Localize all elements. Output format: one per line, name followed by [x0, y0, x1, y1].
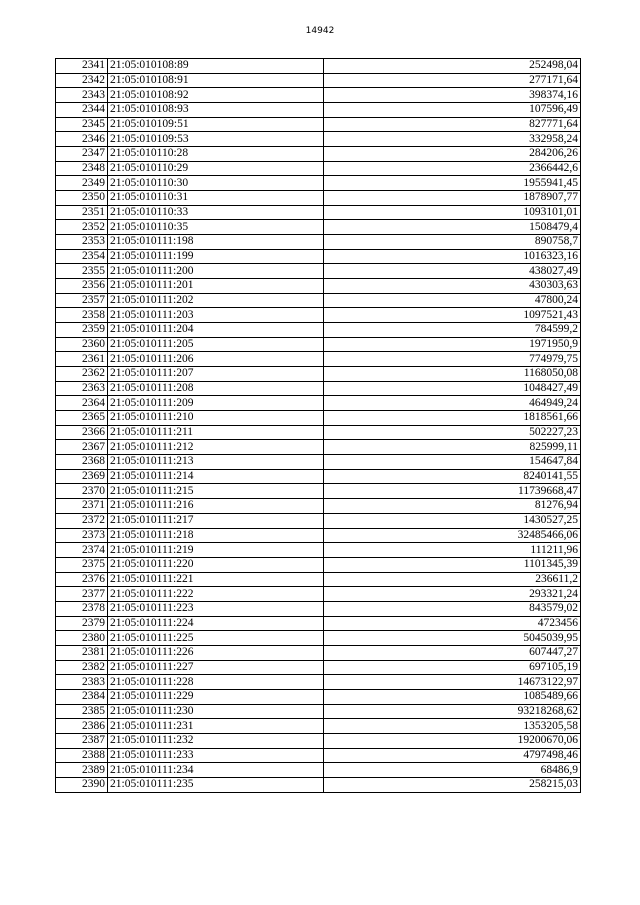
table-row	[56, 631, 581, 646]
cadastral-value-cell: 236611,2	[324, 572, 581, 587]
cadastral-value-cell: 11739668,47	[324, 484, 581, 499]
row-number-cell: 2376	[56, 572, 108, 587]
table-row	[56, 528, 581, 543]
cadastral-number-cell: 21:05:010109:53	[108, 132, 324, 147]
table-row	[56, 323, 581, 338]
cadastral-value-cell: 284206,26	[324, 147, 581, 162]
table-row	[56, 455, 581, 470]
row-number-cell: 2383	[56, 675, 108, 690]
cadastral-value-cell: 438027,49	[324, 264, 581, 279]
table-row	[56, 411, 581, 426]
row-number-cell: 2347	[56, 147, 108, 162]
cadastral-value-cell: 32485466,06	[324, 528, 581, 543]
table-row	[56, 499, 581, 514]
cadastral-number-cell: 21:05:010111:204	[108, 323, 324, 338]
cadastral-number-cell: 21:05:010108:93	[108, 103, 324, 118]
row-number-cell: 2373	[56, 528, 108, 543]
row-number-cell: 2364	[56, 396, 108, 411]
cadastral-number-cell: 21:05:010111:232	[108, 733, 324, 748]
cadastral-number-cell: 21:05:010111:207	[108, 367, 324, 382]
row-number-cell: 2353	[56, 235, 108, 250]
table-row	[56, 396, 581, 411]
row-number-cell: 2363	[56, 381, 108, 396]
row-number-cell: 2390	[56, 777, 108, 792]
row-number-cell: 2356	[56, 279, 108, 294]
cadastral-number-cell: 21:05:010110:28	[108, 147, 324, 162]
row-number-cell: 2370	[56, 484, 108, 499]
table-row	[56, 572, 581, 587]
table-row	[56, 161, 581, 176]
row-number-cell: 2378	[56, 601, 108, 616]
cadastral-number-cell: 21:05:010111:234	[108, 763, 324, 778]
table-row	[56, 117, 581, 132]
table-row	[56, 719, 581, 734]
cadastral-value-cell: 4797498,46	[324, 748, 581, 763]
table-row	[56, 337, 581, 352]
cadastral-value-cell: 1085489,66	[324, 689, 581, 704]
table-row	[56, 103, 581, 118]
cadastral-value-cell: 1048427,49	[324, 381, 581, 396]
cadastral-value-cell: 107596,49	[324, 103, 581, 118]
cadastral-number-cell: 21:05:010108:89	[108, 59, 324, 74]
row-number-cell: 2366	[56, 425, 108, 440]
page-number: 14942	[305, 26, 335, 36]
cadastral-value-cell: 1955941,45	[324, 176, 581, 191]
table-row	[56, 293, 581, 308]
cadastral-value-cell: 4723456	[324, 616, 581, 631]
table-row	[56, 264, 581, 279]
cadastral-number-cell: 21:05:010111:233	[108, 748, 324, 763]
cadastral-number-cell: 21:05:010111:217	[108, 513, 324, 528]
cadastral-number-cell: 21:05:010111:198	[108, 235, 324, 250]
row-number-cell: 2382	[56, 660, 108, 675]
cadastral-number-cell: 21:05:010110:31	[108, 191, 324, 206]
cadastral-value-cell: 1971950,9	[324, 337, 581, 352]
table-row	[56, 557, 581, 572]
row-number-cell: 2379	[56, 616, 108, 631]
row-number-cell: 2371	[56, 499, 108, 514]
table-row	[56, 88, 581, 103]
row-number-cell: 2374	[56, 543, 108, 558]
cadastral-value-cell: 1093101,01	[324, 205, 581, 220]
cadastral-number-cell: 21:05:010110:35	[108, 220, 324, 235]
cadastral-number-cell: 21:05:010111:213	[108, 455, 324, 470]
table-row	[56, 513, 581, 528]
row-number-cell: 2349	[56, 176, 108, 191]
table-row	[56, 191, 581, 206]
table-row	[56, 440, 581, 455]
cadastral-value-cell: 1168050,08	[324, 367, 581, 382]
cadastral-value-cell: 293321,24	[324, 587, 581, 602]
cadastral-value-cell: 502227,23	[324, 425, 581, 440]
cadastral-value-cell: 154647,84	[324, 455, 581, 470]
table-row	[56, 220, 581, 235]
cadastral-number-cell: 21:05:010108:92	[108, 88, 324, 103]
cadastral-value-cell: 1097521,43	[324, 308, 581, 323]
cadastral-value-cell: 14673122,97	[324, 675, 581, 690]
cadastral-value-cell: 784599,2	[324, 323, 581, 338]
cadastral-value-cell: 1430527,25	[324, 513, 581, 528]
cadastral-number-cell: 21:05:010111:215	[108, 484, 324, 499]
cadastral-value-cell: 277171,64	[324, 73, 581, 88]
row-number-cell: 2343	[56, 88, 108, 103]
cadastral-number-cell: 21:05:010111:223	[108, 601, 324, 616]
table-row	[56, 205, 581, 220]
cadastral-value-cell: 774979,75	[324, 352, 581, 367]
cadastral-number-cell: 21:05:010111:211	[108, 425, 324, 440]
table-row	[56, 543, 581, 558]
cadastral-number-cell: 21:05:010111:199	[108, 249, 324, 264]
cadastral-value-cell: 1508479,4	[324, 220, 581, 235]
cadastral-number-cell: 21:05:010111:219	[108, 543, 324, 558]
cadastral-number-cell: 21:05:010111:208	[108, 381, 324, 396]
row-number-cell: 2388	[56, 748, 108, 763]
cadastral-number-cell: 21:05:010111:214	[108, 469, 324, 484]
table-row	[56, 367, 581, 382]
cadastral-number-cell: 21:05:010109:51	[108, 117, 324, 132]
cadastral-number-cell: 21:05:010111:205	[108, 337, 324, 352]
table-row	[56, 308, 581, 323]
cadastral-number-cell: 21:05:010111:235	[108, 777, 324, 792]
cadastral-value-cell: 1878907,77	[324, 191, 581, 206]
cadastral-value-table	[55, 58, 581, 793]
table-row	[56, 601, 581, 616]
table-row	[56, 645, 581, 660]
table-row	[56, 733, 581, 748]
cadastral-number-cell: 21:05:010111:231	[108, 719, 324, 734]
cadastral-value-cell: 252498,04	[324, 59, 581, 74]
cadastral-number-cell: 21:05:010111:230	[108, 704, 324, 719]
row-number-cell: 2359	[56, 323, 108, 338]
row-number-cell: 2386	[56, 719, 108, 734]
row-number-cell: 2377	[56, 587, 108, 602]
cadastral-value-cell: 258215,03	[324, 777, 581, 792]
row-number-cell: 2387	[56, 733, 108, 748]
cadastral-number-cell: 21:05:010111:218	[108, 528, 324, 543]
cadastral-number-cell: 21:05:010110:30	[108, 176, 324, 191]
cadastral-number-cell: 21:05:010111:203	[108, 308, 324, 323]
cadastral-value-cell: 81276,94	[324, 499, 581, 514]
row-number-cell: 2368	[56, 455, 108, 470]
cadastral-number-cell: 21:05:010111:209	[108, 396, 324, 411]
row-number-cell: 2384	[56, 689, 108, 704]
row-number-cell: 2375	[56, 557, 108, 572]
row-number-cell: 2346	[56, 132, 108, 147]
table-row	[56, 132, 581, 147]
table-row	[56, 748, 581, 763]
cadastral-number-cell: 21:05:010111:206	[108, 352, 324, 367]
cadastral-number-cell: 21:05:010111:222	[108, 587, 324, 602]
row-number-cell: 2342	[56, 73, 108, 88]
table-row	[56, 763, 581, 778]
row-number-cell: 2341	[56, 59, 108, 74]
cadastral-number-cell: 21:05:010111:200	[108, 264, 324, 279]
row-number-cell: 2367	[56, 440, 108, 455]
cadastral-value-cell: 2366442,6	[324, 161, 581, 176]
row-number-cell: 2350	[56, 191, 108, 206]
cadastral-number-cell: 21:05:010111:221	[108, 572, 324, 587]
cadastral-value-cell: 1818561,66	[324, 411, 581, 426]
cadastral-number-cell: 21:05:010111:220	[108, 557, 324, 572]
table-row	[56, 469, 581, 484]
table-row	[56, 279, 581, 294]
row-number-cell: 2372	[56, 513, 108, 528]
row-number-cell: 2348	[56, 161, 108, 176]
row-number-cell: 2362	[56, 367, 108, 382]
cadastral-value-cell: 890758,7	[324, 235, 581, 250]
cadastral-number-cell: 21:05:010111:216	[108, 499, 324, 514]
table-row	[56, 235, 581, 250]
cadastral-number-cell: 21:05:010111:228	[108, 675, 324, 690]
row-number-cell: 2355	[56, 264, 108, 279]
cadastral-number-cell: 21:05:010110:29	[108, 161, 324, 176]
cadastral-number-cell: 21:05:010108:91	[108, 73, 324, 88]
cadastral-value-cell: 430303,63	[324, 279, 581, 294]
cadastral-value-cell: 5045039,95	[324, 631, 581, 646]
table-row	[56, 147, 581, 162]
row-number-cell: 2361	[56, 352, 108, 367]
cadastral-value-cell: 47800,24	[324, 293, 581, 308]
row-number-cell: 2351	[56, 205, 108, 220]
table-row	[56, 484, 581, 499]
cadastral-value-cell: 464949,24	[324, 396, 581, 411]
row-number-cell: 2354	[56, 249, 108, 264]
table-row	[56, 73, 581, 88]
cadastral-number-cell: 21:05:010111:202	[108, 293, 324, 308]
row-number-cell: 2358	[56, 308, 108, 323]
table-row	[56, 660, 581, 675]
row-number-cell: 2345	[56, 117, 108, 132]
table-row	[56, 59, 581, 74]
cadastral-value-cell: 398374,16	[324, 88, 581, 103]
row-number-cell: 2380	[56, 631, 108, 646]
table-row	[56, 616, 581, 631]
row-number-cell: 2381	[56, 645, 108, 660]
table-row	[56, 675, 581, 690]
table-row	[56, 249, 581, 264]
table-row	[56, 381, 581, 396]
cadastral-number-cell: 21:05:010111:212	[108, 440, 324, 455]
cadastral-number-cell: 21:05:010111:227	[108, 660, 324, 675]
row-number-cell: 2389	[56, 763, 108, 778]
cadastral-number-cell: 21:05:010111:224	[108, 616, 324, 631]
cadastral-number-cell: 21:05:010111:229	[108, 689, 324, 704]
cadastral-value-cell: 93218268,62	[324, 704, 581, 719]
table-row	[56, 352, 581, 367]
cadastral-number-cell: 21:05:010111:210	[108, 411, 324, 426]
cadastral-value-cell: 843579,02	[324, 601, 581, 616]
cadastral-number-cell: 21:05:010111:225	[108, 631, 324, 646]
table-row	[56, 176, 581, 191]
cadastral-value-cell: 8240141,55	[324, 469, 581, 484]
row-number-cell: 2344	[56, 103, 108, 118]
table-body	[56, 59, 581, 793]
row-number-cell: 2365	[56, 411, 108, 426]
cadastral-value-cell: 332958,24	[324, 132, 581, 147]
row-number-cell: 2352	[56, 220, 108, 235]
cadastral-number-cell: 21:05:010111:226	[108, 645, 324, 660]
row-number-cell: 2360	[56, 337, 108, 352]
cadastral-value-cell: 1101345,39	[324, 557, 581, 572]
cadastral-value-cell: 607447,27	[324, 645, 581, 660]
cadastral-value-cell: 697105,19	[324, 660, 581, 675]
cadastral-number-cell: 21:05:010110:33	[108, 205, 324, 220]
table-row	[56, 704, 581, 719]
cadastral-value-cell: 111211,96	[324, 543, 581, 558]
cadastral-value-cell: 1016323,16	[324, 249, 581, 264]
row-number-cell: 2385	[56, 704, 108, 719]
cadastral-value-cell: 68486,9	[324, 763, 581, 778]
cadastral-value-cell: 825999,11	[324, 440, 581, 455]
cadastral-number-cell: 21:05:010111:201	[108, 279, 324, 294]
table-row	[56, 689, 581, 704]
table-row	[56, 425, 581, 440]
row-number-cell: 2369	[56, 469, 108, 484]
table-row	[56, 777, 581, 792]
table-row	[56, 587, 581, 602]
row-number-cell: 2357	[56, 293, 108, 308]
cadastral-value-cell: 19200670,06	[324, 733, 581, 748]
cadastral-value-cell: 827771,64	[324, 117, 581, 132]
cadastral-value-cell: 1353205,58	[324, 719, 581, 734]
